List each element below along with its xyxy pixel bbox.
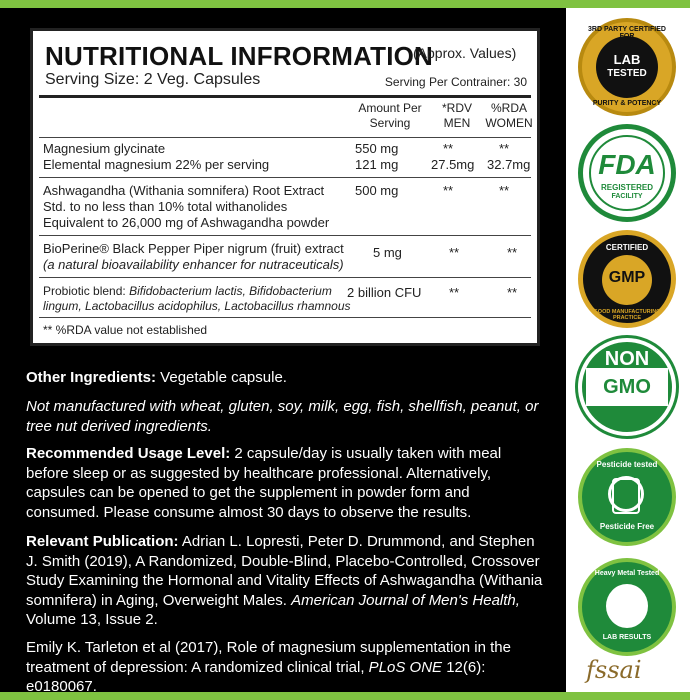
fda-facility: FACILITY <box>611 193 643 200</box>
fda-label: FDA <box>598 149 656 180</box>
divider <box>39 177 531 178</box>
fssai-logo: fssai <box>586 656 642 684</box>
pesticide-tested: Pesticide tested <box>596 460 658 469</box>
gmo-label: GMO <box>603 376 651 398</box>
publication-2: Emily K. Tarleton et al (2017), Role of magnesium supplementation in the treatment of depression: A randomized clinical trial, PLoS ONE 12(6): e0180067. <box>26 639 511 695</box>
lab-results: LAB RESULTS <box>602 634 652 641</box>
usage-instructions: Recommended Usage Level: 2 capsule/day is usually taken with meal before sleep or as suggested by healthcare professional. Alternatively, capsules can be opened to get the supplement in powder form and consumed. Please consume almost 30 days to observe the results. <box>26 445 502 521</box>
pesticide-badge <box>578 448 676 546</box>
gmp-label: GMP <box>608 269 646 286</box>
rda-value: 32.7mg <box>487 157 531 172</box>
ingredient-name: Probiotic blend: Bifidobacterium lactis, Bifidobacterium <box>43 284 332 298</box>
nutrition-panel <box>30 28 540 346</box>
amount-value: 550 mg <box>355 141 399 156</box>
ingredient-detail: lingum, Lactobacillus acidophilus, Lactobacillus rhamnous <box>43 299 351 313</box>
allergen-note: Not manufactured with wheat, gluten, soy, milk, egg, fish, shellfish, peanut, or tree nut derived ingredients. <box>26 398 539 435</box>
amount-value: 500 mg <box>355 183 399 198</box>
ingredient-detail: (a natural bioavailability enhancer for nutraceuticals) <box>43 257 344 272</box>
rdv-value: ** <box>443 183 454 198</box>
ingredient-name: Ashwagandha (Withania somnifera) Root Extract <box>43 183 325 198</box>
servings-per-container: Serving Per Contrainer: 30 <box>384 75 527 89</box>
rda-value: ** <box>499 183 510 198</box>
ingredient-name: Magnesium glycinate <box>43 141 166 156</box>
heavy-metal-badge <box>578 558 676 656</box>
amount-value: 5 mg <box>373 245 402 260</box>
panel-title: NUTRITIONAL INFRORMATION <box>45 41 434 71</box>
lab-badge-center <box>596 36 658 98</box>
divider <box>39 95 531 98</box>
rdv-value: ** <box>449 245 460 260</box>
microscope-icon <box>606 584 648 628</box>
lab-bottom-text: PURITY & POTENCY <box>592 100 662 107</box>
rda-value: ** <box>507 285 518 300</box>
fda-registered: REGISTERED <box>600 183 653 192</box>
rda-header: %RDA WOMEN <box>485 101 533 130</box>
ingredient-name: BioPerine® Black Pepper Piper nigrum (fruit) extract <box>43 241 344 256</box>
certification-sidebar <box>566 8 690 692</box>
rdv-value: ** <box>449 285 460 300</box>
tested-label: TESTED <box>607 68 647 79</box>
rdv-value: 27.5mg <box>431 157 475 172</box>
lab-tested-badge <box>578 18 676 116</box>
rdv-value: ** <box>443 141 454 156</box>
rda-value: ** <box>499 141 510 156</box>
gmp-badge <box>578 230 676 328</box>
top-accent-bar <box>0 0 690 8</box>
gmp-ring-text: GOOD MANUFACTURING PRACTICE <box>593 309 661 321</box>
non-label: NON <box>604 348 650 370</box>
lab-label: LAB <box>613 52 641 67</box>
approx-note: (Approx. Values) <box>413 45 517 61</box>
divider <box>39 277 531 278</box>
lab-ring-text: 3RD PARTY CERTIFIED FOR <box>588 26 666 40</box>
gmp-certified: CERTIFIED <box>605 243 649 252</box>
amount-value: 121 mg <box>355 157 399 172</box>
relevant-publication: Relevant Publication: Adrian L. Lopresti, Peter D. Drummond, and Stephen J. Smith (2019), A Randomized, Double-Blind, Placebo-Controlled, Crossover Study Examining the Hormonal and Vitality Effects of Ashwagandha (Withania somnifera) in Aging, Overweight Males. American Journal of Men's Health, Volume 13, Issue 2. <box>26 533 543 628</box>
main-content <box>0 8 566 695</box>
pesticide-free: Pesticide Free <box>599 522 655 531</box>
rda-value: ** <box>507 245 518 260</box>
non-gmo-badge <box>578 338 676 436</box>
amount-value: 2 billion CFU <box>347 285 422 300</box>
other-ingredients: Other Ingredients: Vegetable capsule. <box>26 369 287 386</box>
rdv-header: *RDV MEN <box>441 101 472 130</box>
fda-badge <box>578 124 676 222</box>
footnote: ** %RDA value not established <box>43 323 208 337</box>
ingredient-detail: Std. to no less than 10% total withanolides <box>43 199 288 214</box>
amount-header: Amount Per Serving <box>358 101 422 130</box>
divider <box>39 235 531 236</box>
ingredient-detail: Equivalent to 26,000 mg of Ashwagandha powder <box>43 215 330 230</box>
divider <box>39 317 531 318</box>
ingredient-detail: Elemental magnesium 22% per serving <box>43 157 270 172</box>
prohibited-icon <box>608 476 644 512</box>
heavy-metal-tested: Heavy Metal Tested <box>594 570 660 577</box>
serving-size: Serving Size: 2 Veg. Capsules <box>45 71 261 88</box>
divider <box>39 137 531 138</box>
